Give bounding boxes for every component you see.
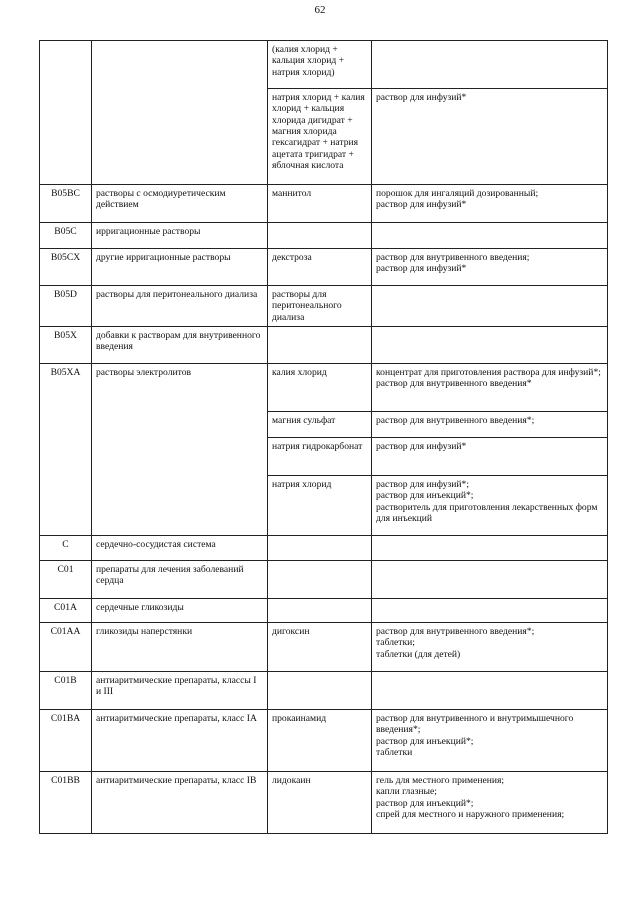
atc-code <box>40 41 92 89</box>
dosage-forms <box>372 286 608 327</box>
dosage-forms: раствор для внутривенного и внутримышечного введения*; раствор для инъекций*; таблетки <box>372 709 608 771</box>
drug-name: магния сульфат <box>268 411 372 437</box>
drug-name <box>268 671 372 709</box>
group-name: антиаритмические препараты, класс IB <box>92 771 268 833</box>
drug-name <box>268 223 372 249</box>
table-row <box>40 223 608 249</box>
group-name: растворы для перитонеального диализа <box>92 286 268 327</box>
dosage-forms: концентрат для приготовления раствора для инфузий*; раствор для внутривенного введения* <box>372 363 608 411</box>
group-name: другие ирригационные растворы <box>92 249 268 286</box>
group-name: препараты для лечения заболеваний сердца <box>92 560 268 598</box>
group-name: растворы электролитов <box>92 363 268 411</box>
table-row <box>40 771 608 833</box>
table-row <box>40 326 608 363</box>
group-name: сердечно-сосудистая система <box>92 535 268 560</box>
table-row <box>40 535 608 560</box>
drug-name: (калия хлорид + кальция хлорид + натрия хлорид) <box>268 41 372 89</box>
group-name <box>92 89 268 185</box>
atc-code: B05XA <box>40 363 92 411</box>
drug-name: натрия хлорид <box>268 475 372 535</box>
drug-name: дигоксин <box>268 622 372 671</box>
atc-code <box>40 89 92 185</box>
drug-name <box>268 560 372 598</box>
dosage-forms: раствор для внутривенного введения; раствор для инфузий* <box>372 249 608 286</box>
table-row <box>40 411 608 437</box>
group-name: антиаритмические препараты, класс IA <box>92 709 268 771</box>
atc-code: B05BC <box>40 185 92 223</box>
group-name: гликозиды наперстянки <box>92 622 268 671</box>
group-name <box>92 475 268 535</box>
atc-code <box>40 437 92 475</box>
atc-code: B05X <box>40 326 92 363</box>
group-name <box>92 437 268 475</box>
group-name: антиаритмические препараты, классы I и III <box>92 671 268 709</box>
atc-code: C01 <box>40 560 92 598</box>
dosage-forms: раствор для инфузий* <box>372 89 608 185</box>
table-row <box>40 622 608 671</box>
dosage-forms: раствор для внутривенного введения*; <box>372 411 608 437</box>
atc-code: B05C <box>40 223 92 249</box>
dosage-forms: гель для местного применения; капли глазные; раствор для инъекций*; спрей для местного и наружного применения; <box>372 771 608 833</box>
atc-code: C01B <box>40 671 92 709</box>
drug-name: лидокаин <box>268 771 372 833</box>
table-row <box>40 89 608 185</box>
dosage-forms <box>372 223 608 249</box>
atc-code <box>40 475 92 535</box>
group-name <box>92 411 268 437</box>
dosage-forms <box>372 560 608 598</box>
dosage-forms <box>372 41 608 89</box>
atc-code: C01BA <box>40 709 92 771</box>
drug-name <box>268 535 372 560</box>
drug-name: натрия хлорид + калия хлорид + кальция хлорида дигидрат + магния хлорида гексагидрат + натрия ацетата тригидрат + яблочная кислота <box>268 89 372 185</box>
dosage-forms: раствор для внутривенного введения*; таблетки; таблетки (для детей) <box>372 622 608 671</box>
dosage-forms <box>372 535 608 560</box>
dosage-forms: раствор для инфузий*; раствор для инъекций*; растворитель для приготовления лекарственных форм для инъекций <box>372 475 608 535</box>
table-row <box>40 249 608 286</box>
table-row <box>40 598 608 622</box>
atc-code: B05CX <box>40 249 92 286</box>
table-row <box>40 41 608 89</box>
drug-name <box>268 598 372 622</box>
drug-name: прокаинамид <box>268 709 372 771</box>
table-row <box>40 363 608 411</box>
dosage-forms: раствор для инфузий* <box>372 437 608 475</box>
group-name <box>92 41 268 89</box>
atc-code: C01A <box>40 598 92 622</box>
drug-name: калия хлорид <box>268 363 372 411</box>
group-name: ирригационные растворы <box>92 223 268 249</box>
drug-name: натрия гидрокарбонат <box>268 437 372 475</box>
table-row <box>40 286 608 327</box>
dosage-forms <box>372 671 608 709</box>
group-name: сердечные гликозиды <box>92 598 268 622</box>
dosage-forms <box>372 326 608 363</box>
group-name: растворы с осмодиуретическим действием <box>92 185 268 223</box>
drug-name: маннитол <box>268 185 372 223</box>
table-row <box>40 475 608 535</box>
atc-code: C <box>40 535 92 560</box>
atc-code <box>40 411 92 437</box>
atc-code: B05D <box>40 286 92 327</box>
drug-table <box>39 40 608 834</box>
table-row <box>40 437 608 475</box>
group-name: добавки к растворам для внутривенного введения <box>92 326 268 363</box>
dosage-forms <box>372 598 608 622</box>
table-row <box>40 185 608 223</box>
table-row <box>40 709 608 771</box>
drug-name <box>268 326 372 363</box>
table-row <box>40 560 608 598</box>
atc-code: C01BB <box>40 771 92 833</box>
table-row <box>40 671 608 709</box>
page-number: 62 <box>314 4 326 16</box>
atc-code: C01AA <box>40 622 92 671</box>
drug-name: декстроза <box>268 249 372 286</box>
dosage-forms: порошок для ингаляций дозированный; раствор для инфузий* <box>372 185 608 223</box>
drug-name: растворы для перитонеального диализа <box>268 286 372 327</box>
